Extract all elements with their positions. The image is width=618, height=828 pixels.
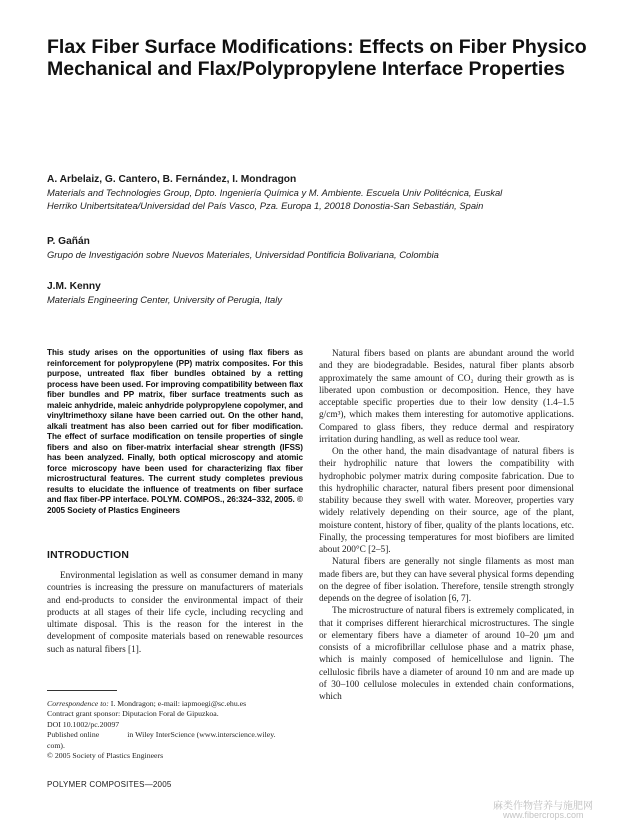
affiliation-line: Herriko Unibertsitatea/Universidad del País Vasco, Pza. Europa 1, 20018 Donostia-San Sebastián, Spain — [47, 200, 484, 212]
published-label: Published online — [47, 730, 100, 740]
watermark-chinese: 麻类作物营养与施肥网 — [493, 801, 593, 812]
author-names: A. Arbelaiz, G. Cantero, B. Fernández, I. Mondragon — [47, 174, 297, 185]
author-affiliation — [47, 248, 592, 261]
paragraph: Natural fibers based on plants are abundant around the world and they are biodegradable. Besides, natural fiber plants absorb approximately the same amount of CO₂ during their growth as is liberated upon combustion or decomposition. Hence, they have acceptable specific properties due to their low density (1.4–1.5 g/cm³), which makes them interesting for automotive applications. Compared to glass fibers, they reduce dermal and respiratory irritation during handling, as well as reduce tool wear. — [319, 349, 574, 445]
section-heading-introduction: INTRODUCTION — [47, 550, 130, 561]
right-column-text — [319, 348, 574, 703]
footnote-copyright: © 2005 Society of Plastics Engineers — [47, 751, 164, 761]
paragraph: Natural fibers are generally not single filaments as most man made fibers are, but they can have several physical forms depending on the degree of fiber isolation. Therefore, tensile strength strongly depends on the degree of isolation [6, 7]. — [319, 557, 574, 604]
correspondence-text: I. Mondragon; e-mail: iapmoegi@sc.ehu.es — [108, 699, 247, 708]
author-affiliation — [47, 186, 592, 212]
footnote-divider — [47, 690, 117, 691]
article-title: Flax Fiber Surface Modifications: Effects on Fiber Physico Mechanical and Flax/Polypropylene Interface Properties — [47, 36, 587, 80]
paragraph: On the other hand, the main disadvantage of natural fibers is their hydrophilic nature that lowers the compatibility with hydrophobic polymer matrix during composite fabrication. Due to this hydrophilic character, natural fibers present poor dimensional stability because they swell with water. Moreover, properties vary widely relatively depending on their source, age of the plant, moisture content, history of fiber, quality of the plants locations, etc. Finally, the processing temperatures for most biofibers are limited about 200°C [2–5]. — [319, 447, 574, 555]
affiliation-line: Materials Engineering Center, University of Perugia, Italy — [47, 294, 283, 305]
abstract: This study arises on the opportunities of using flax fibers as reinforcement for polypropylene (PP) matrix composites. For this purpose, untreated flax fiber bundles obtained by a retting process have been used. For improving compatibility between flax fiber bundles and PP matrix, fiber surface treatments such as maleic anhydride, maleic anhydride polypropylene copolymer, and vinyltrimethoxy silane have been carried out. On the other hand, alkali treatment has also been carried out for fiber modification. The effect of surface modification on tensile properties of single fibers and also on fiber-matrix interfacial shear strength (IFSS) has been analyzed. Finally, both optical microscopy and atomic force microscopy have been used for characterizing flax fiber microstructural features. The current study completes previous results to elucidate the influence of treatments on fiber surface and flax fiber-PP interface. POLYM. COMPOS., 26:324–332, 2005. © 2005 Society of Plastics Engineers — [47, 348, 303, 515]
introduction-text — [47, 570, 303, 656]
watermark-url: www.fibercrops.com — [503, 810, 584, 820]
author-names: J.M. Kenny — [47, 281, 101, 292]
footnote-published — [47, 730, 305, 740]
footnote-published-cont: com). — [47, 740, 65, 750]
affiliation-line: Grupo de Investigación sobre Nuevos Materiales, Universidad Pontificia Bolivariana, Colombia — [47, 249, 439, 260]
author-affiliation — [47, 293, 592, 306]
author-names: P. Gañán — [47, 236, 90, 247]
page-footer: POLYMER COMPOSITES—2005 — [47, 780, 172, 789]
paragraph: Environmental legislation as well as consumer demand in many countries is increasing the pressure on manufacturers of materials and end-products to consider the environmental impact of their products at all stages of their life cycle, including recycling and ultimate disposal. This is the reason for the interest in the development of composite materials based on renewable resources such as natural fibers [1]. — [47, 571, 303, 655]
footnotes — [47, 699, 305, 761]
footnote-grant: Contract grant sponsor: Diputacion Foral de Gipuzkoa. — [47, 709, 219, 719]
footnote-doi: DOI 10.1002/pc.20097 — [47, 719, 120, 729]
footnote-correspondence — [47, 699, 305, 709]
correspondence-label: Correspondence to: — [47, 699, 109, 708]
published-text: in Wiley InterScience (www.interscience.wiley. — [127, 730, 276, 740]
paragraph: The microstructure of natural fibers is extremely complicated, in that it comprises different hierarchical microstructures. The single or elementary fibers have a diameter of around 10–20 μm and consists of a microfibrillar cellulose phase and a matrix phase, which is mainly composed of hemicellulose and lignin. The cellulosic fibrils have a diameter of around 10 nm and are made up of 30–100 cellulose molecules in extended chain conformations, which — [319, 606, 574, 702]
affiliation-line: Materials and Technologies Group, Dpto. Ingeniería Química y M. Ambiente. Escuela Univ Politécnica, Euskal — [47, 187, 503, 198]
